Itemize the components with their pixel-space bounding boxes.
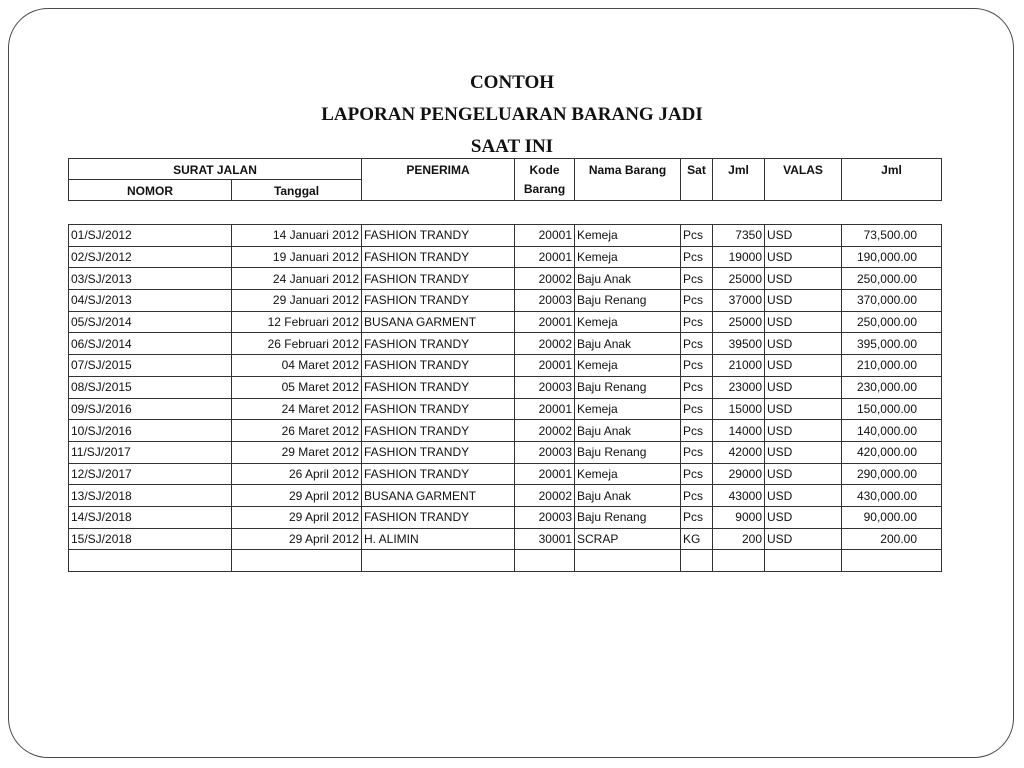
cell-penerima: FASHION TRANDY [362, 268, 515, 290]
cell-valas: USD [765, 376, 842, 398]
cell-total: 210,000.00 [842, 355, 942, 377]
cell-sat [681, 550, 713, 572]
cell-penerima: FASHION TRANDY [362, 246, 515, 268]
header-penerima: PENERIMA [362, 159, 515, 201]
cell-penerima: H. ALIMIN [362, 528, 515, 550]
table-row [69, 550, 942, 572]
cell-total: 420,000.00 [842, 441, 942, 463]
cell-tanggal: 26 April 2012 [232, 463, 362, 485]
cell-nama-barang: Baju Anak [575, 420, 681, 442]
cell-nomor: 02/SJ/2012 [69, 246, 232, 268]
cell-tanggal: 24 Januari 2012 [232, 268, 362, 290]
cell-jml: 7350 [713, 225, 765, 247]
cell-nomor: 15/SJ/2018 [69, 528, 232, 550]
cell-valas: USD [765, 398, 842, 420]
cell-nama-barang [575, 550, 681, 572]
cell-jml: 37000 [713, 290, 765, 312]
cell-nomor: 11/SJ/2017 [69, 441, 232, 463]
cell-jml: 21000 [713, 355, 765, 377]
cell-nama-barang: Baju Renang [575, 376, 681, 398]
cell-sat: Pcs [681, 376, 713, 398]
cell-nama-barang: Baju Anak [575, 485, 681, 507]
cell-kode: 20002 [515, 420, 575, 442]
cell-total: 430,000.00 [842, 485, 942, 507]
cell-nama-barang: Kemeja [575, 225, 681, 247]
cell-kode: 20003 [515, 376, 575, 398]
header-jml: Jml [713, 159, 765, 201]
report-header-table [68, 158, 942, 201]
header-sat: Sat [681, 159, 713, 201]
cell-penerima: BUSANA GARMENT [362, 311, 515, 333]
table-row [69, 311, 942, 333]
cell-valas: USD [765, 506, 842, 528]
cell-sat: Pcs [681, 420, 713, 442]
cell-sat: Pcs [681, 485, 713, 507]
cell-penerima: FASHION TRANDY [362, 420, 515, 442]
header-nama-barang: Nama Barang [575, 159, 681, 201]
cell-kode: 20003 [515, 441, 575, 463]
header-tanggal: Tanggal [232, 180, 362, 201]
cell-penerima: FASHION TRANDY [362, 441, 515, 463]
cell-tanggal: 24 Maret 2012 [232, 398, 362, 420]
cell-valas: USD [765, 528, 842, 550]
cell-penerima: FASHION TRANDY [362, 355, 515, 377]
cell-total: 90,000.00 [842, 506, 942, 528]
cell-tanggal: 26 Februari 2012 [232, 333, 362, 355]
cell-total: 190,000.00 [842, 246, 942, 268]
cell-total [842, 550, 942, 572]
header-nomor: NOMOR [69, 180, 232, 201]
cell-tanggal: 29 April 2012 [232, 506, 362, 528]
cell-kode: 20001 [515, 398, 575, 420]
table-row [69, 376, 942, 398]
cell-nomor: 14/SJ/2018 [69, 506, 232, 528]
cell-total: 250,000.00 [842, 268, 942, 290]
cell-tanggal: 29 Maret 2012 [232, 441, 362, 463]
cell-jml: 14000 [713, 420, 765, 442]
cell-nomor: 10/SJ/2016 [69, 420, 232, 442]
table-row [69, 528, 942, 550]
cell-jml: 23000 [713, 376, 765, 398]
cell-total: 73,500.00 [842, 225, 942, 247]
cell-sat: Pcs [681, 463, 713, 485]
cell-valas: USD [765, 225, 842, 247]
cell-sat: Pcs [681, 246, 713, 268]
cell-nama-barang: Baju Renang [575, 441, 681, 463]
cell-tanggal: 04 Maret 2012 [232, 355, 362, 377]
report-data-table [68, 224, 942, 572]
cell-sat: KG [681, 528, 713, 550]
cell-tanggal [232, 550, 362, 572]
cell-total: 370,000.00 [842, 290, 942, 312]
cell-tanggal: 05 Maret 2012 [232, 376, 362, 398]
cell-penerima: FASHION TRANDY [362, 333, 515, 355]
cell-nama-barang: Kemeja [575, 246, 681, 268]
cell-total: 140,000.00 [842, 420, 942, 442]
cell-valas: USD [765, 463, 842, 485]
cell-valas: USD [765, 441, 842, 463]
cell-nama-barang: Kemeja [575, 311, 681, 333]
cell-nomor [69, 550, 232, 572]
cell-nomor: 09/SJ/2016 [69, 398, 232, 420]
cell-tanggal: 29 Januari 2012 [232, 290, 362, 312]
cell-nomor: 04/SJ/2013 [69, 290, 232, 312]
cell-valas: USD [765, 268, 842, 290]
cell-kode: 20001 [515, 246, 575, 268]
cell-kode [515, 550, 575, 572]
cell-sat: Pcs [681, 506, 713, 528]
cell-penerima [362, 550, 515, 572]
cell-kode: 20002 [515, 485, 575, 507]
cell-nama-barang: Baju Renang [575, 290, 681, 312]
cell-penerima: FASHION TRANDY [362, 225, 515, 247]
cell-total: 290,000.00 [842, 463, 942, 485]
cell-nomor: 12/SJ/2017 [69, 463, 232, 485]
cell-kode: 20001 [515, 311, 575, 333]
cell-valas [765, 550, 842, 572]
cell-valas: USD [765, 333, 842, 355]
cell-kode: 20003 [515, 506, 575, 528]
cell-valas: USD [765, 246, 842, 268]
table-row [69, 225, 942, 247]
table-row [69, 246, 942, 268]
cell-jml: 25000 [713, 268, 765, 290]
header-surat-jalan: SURAT JALAN [69, 159, 362, 180]
table-row [69, 290, 942, 312]
header-kode-barang [515, 159, 575, 201]
table-row [69, 398, 942, 420]
header-kode: Kode [529, 163, 560, 177]
cell-jml: 39500 [713, 333, 765, 355]
cell-nomor: 13/SJ/2018 [69, 485, 232, 507]
cell-tanggal: 29 April 2012 [232, 485, 362, 507]
cell-kode: 20001 [515, 463, 575, 485]
cell-sat: Pcs [681, 398, 713, 420]
cell-total: 395,000.00 [842, 333, 942, 355]
cell-nama-barang: SCRAP [575, 528, 681, 550]
cell-nama-barang: Baju Anak [575, 268, 681, 290]
cell-jml: 200 [713, 528, 765, 550]
cell-sat: Pcs [681, 441, 713, 463]
cell-penerima: FASHION TRANDY [362, 463, 515, 485]
cell-sat: Pcs [681, 333, 713, 355]
cell-sat: Pcs [681, 311, 713, 333]
cell-penerima: FASHION TRANDY [362, 290, 515, 312]
cell-kode: 20003 [515, 290, 575, 312]
cell-total: 250,000.00 [842, 311, 942, 333]
table-row [69, 441, 942, 463]
table-row [69, 485, 942, 507]
cell-tanggal: 12 Februari 2012 [232, 311, 362, 333]
cell-nomor: 06/SJ/2014 [69, 333, 232, 355]
cell-total: 230,000.00 [842, 376, 942, 398]
cell-sat: Pcs [681, 290, 713, 312]
cell-nama-barang: Baju Anak [575, 333, 681, 355]
cell-tanggal: 29 April 2012 [232, 528, 362, 550]
cell-valas: USD [765, 420, 842, 442]
table-row [69, 268, 942, 290]
cell-nomor: 03/SJ/2013 [69, 268, 232, 290]
cell-kode: 30001 [515, 528, 575, 550]
cell-penerima: FASHION TRANDY [362, 506, 515, 528]
header-valas: VALAS [765, 159, 842, 201]
cell-valas: USD [765, 311, 842, 333]
cell-penerima: BUSANA GARMENT [362, 485, 515, 507]
cell-tanggal: 14 Januari 2012 [232, 225, 362, 247]
cell-nomor: 08/SJ/2015 [69, 376, 232, 398]
cell-jml: 9000 [713, 506, 765, 528]
table-row [69, 355, 942, 377]
cell-sat: Pcs [681, 355, 713, 377]
cell-penerima: FASHION TRANDY [362, 376, 515, 398]
table-row [69, 333, 942, 355]
cell-sat: Pcs [681, 225, 713, 247]
table-row [69, 420, 942, 442]
cell-valas: USD [765, 355, 842, 377]
cell-kode: 20002 [515, 268, 575, 290]
cell-sat: Pcs [681, 268, 713, 290]
cell-jml: 42000 [713, 441, 765, 463]
title-line-1: CONTOH [469, 72, 555, 93]
cell-nama-barang: Baju Renang [575, 506, 681, 528]
cell-total: 150,000.00 [842, 398, 942, 420]
cell-tanggal: 19 Januari 2012 [232, 246, 362, 268]
header-jml-total: Jml [842, 159, 942, 201]
cell-jml: 43000 [713, 485, 765, 507]
cell-total: 200.00 [842, 528, 942, 550]
cell-nomor: 05/SJ/2014 [69, 311, 232, 333]
cell-kode: 20001 [515, 355, 575, 377]
cell-valas: USD [765, 290, 842, 312]
cell-kode: 20001 [515, 225, 575, 247]
cell-nama-barang: Kemeja [575, 355, 681, 377]
cell-valas: USD [765, 485, 842, 507]
cell-penerima: FASHION TRANDY [362, 398, 515, 420]
table-row [69, 506, 942, 528]
cell-jml: 25000 [713, 311, 765, 333]
cell-nama-barang: Kemeja [575, 463, 681, 485]
cell-tanggal: 26 Maret 2012 [232, 420, 362, 442]
cell-jml: 19000 [713, 246, 765, 268]
title-line-2: LAPORAN PENGELUARAN BARANG JADI [321, 104, 703, 125]
table-row [69, 463, 942, 485]
cell-jml: 15000 [713, 398, 765, 420]
cell-nomor: 01/SJ/2012 [69, 225, 232, 247]
cell-nomor: 07/SJ/2015 [69, 355, 232, 377]
cell-nama-barang: Kemeja [575, 398, 681, 420]
title-line-3: SAAT INI [470, 136, 554, 157]
cell-jml [713, 550, 765, 572]
cell-jml: 29000 [713, 463, 765, 485]
cell-kode: 20002 [515, 333, 575, 355]
header-barang: Barang [523, 182, 566, 196]
